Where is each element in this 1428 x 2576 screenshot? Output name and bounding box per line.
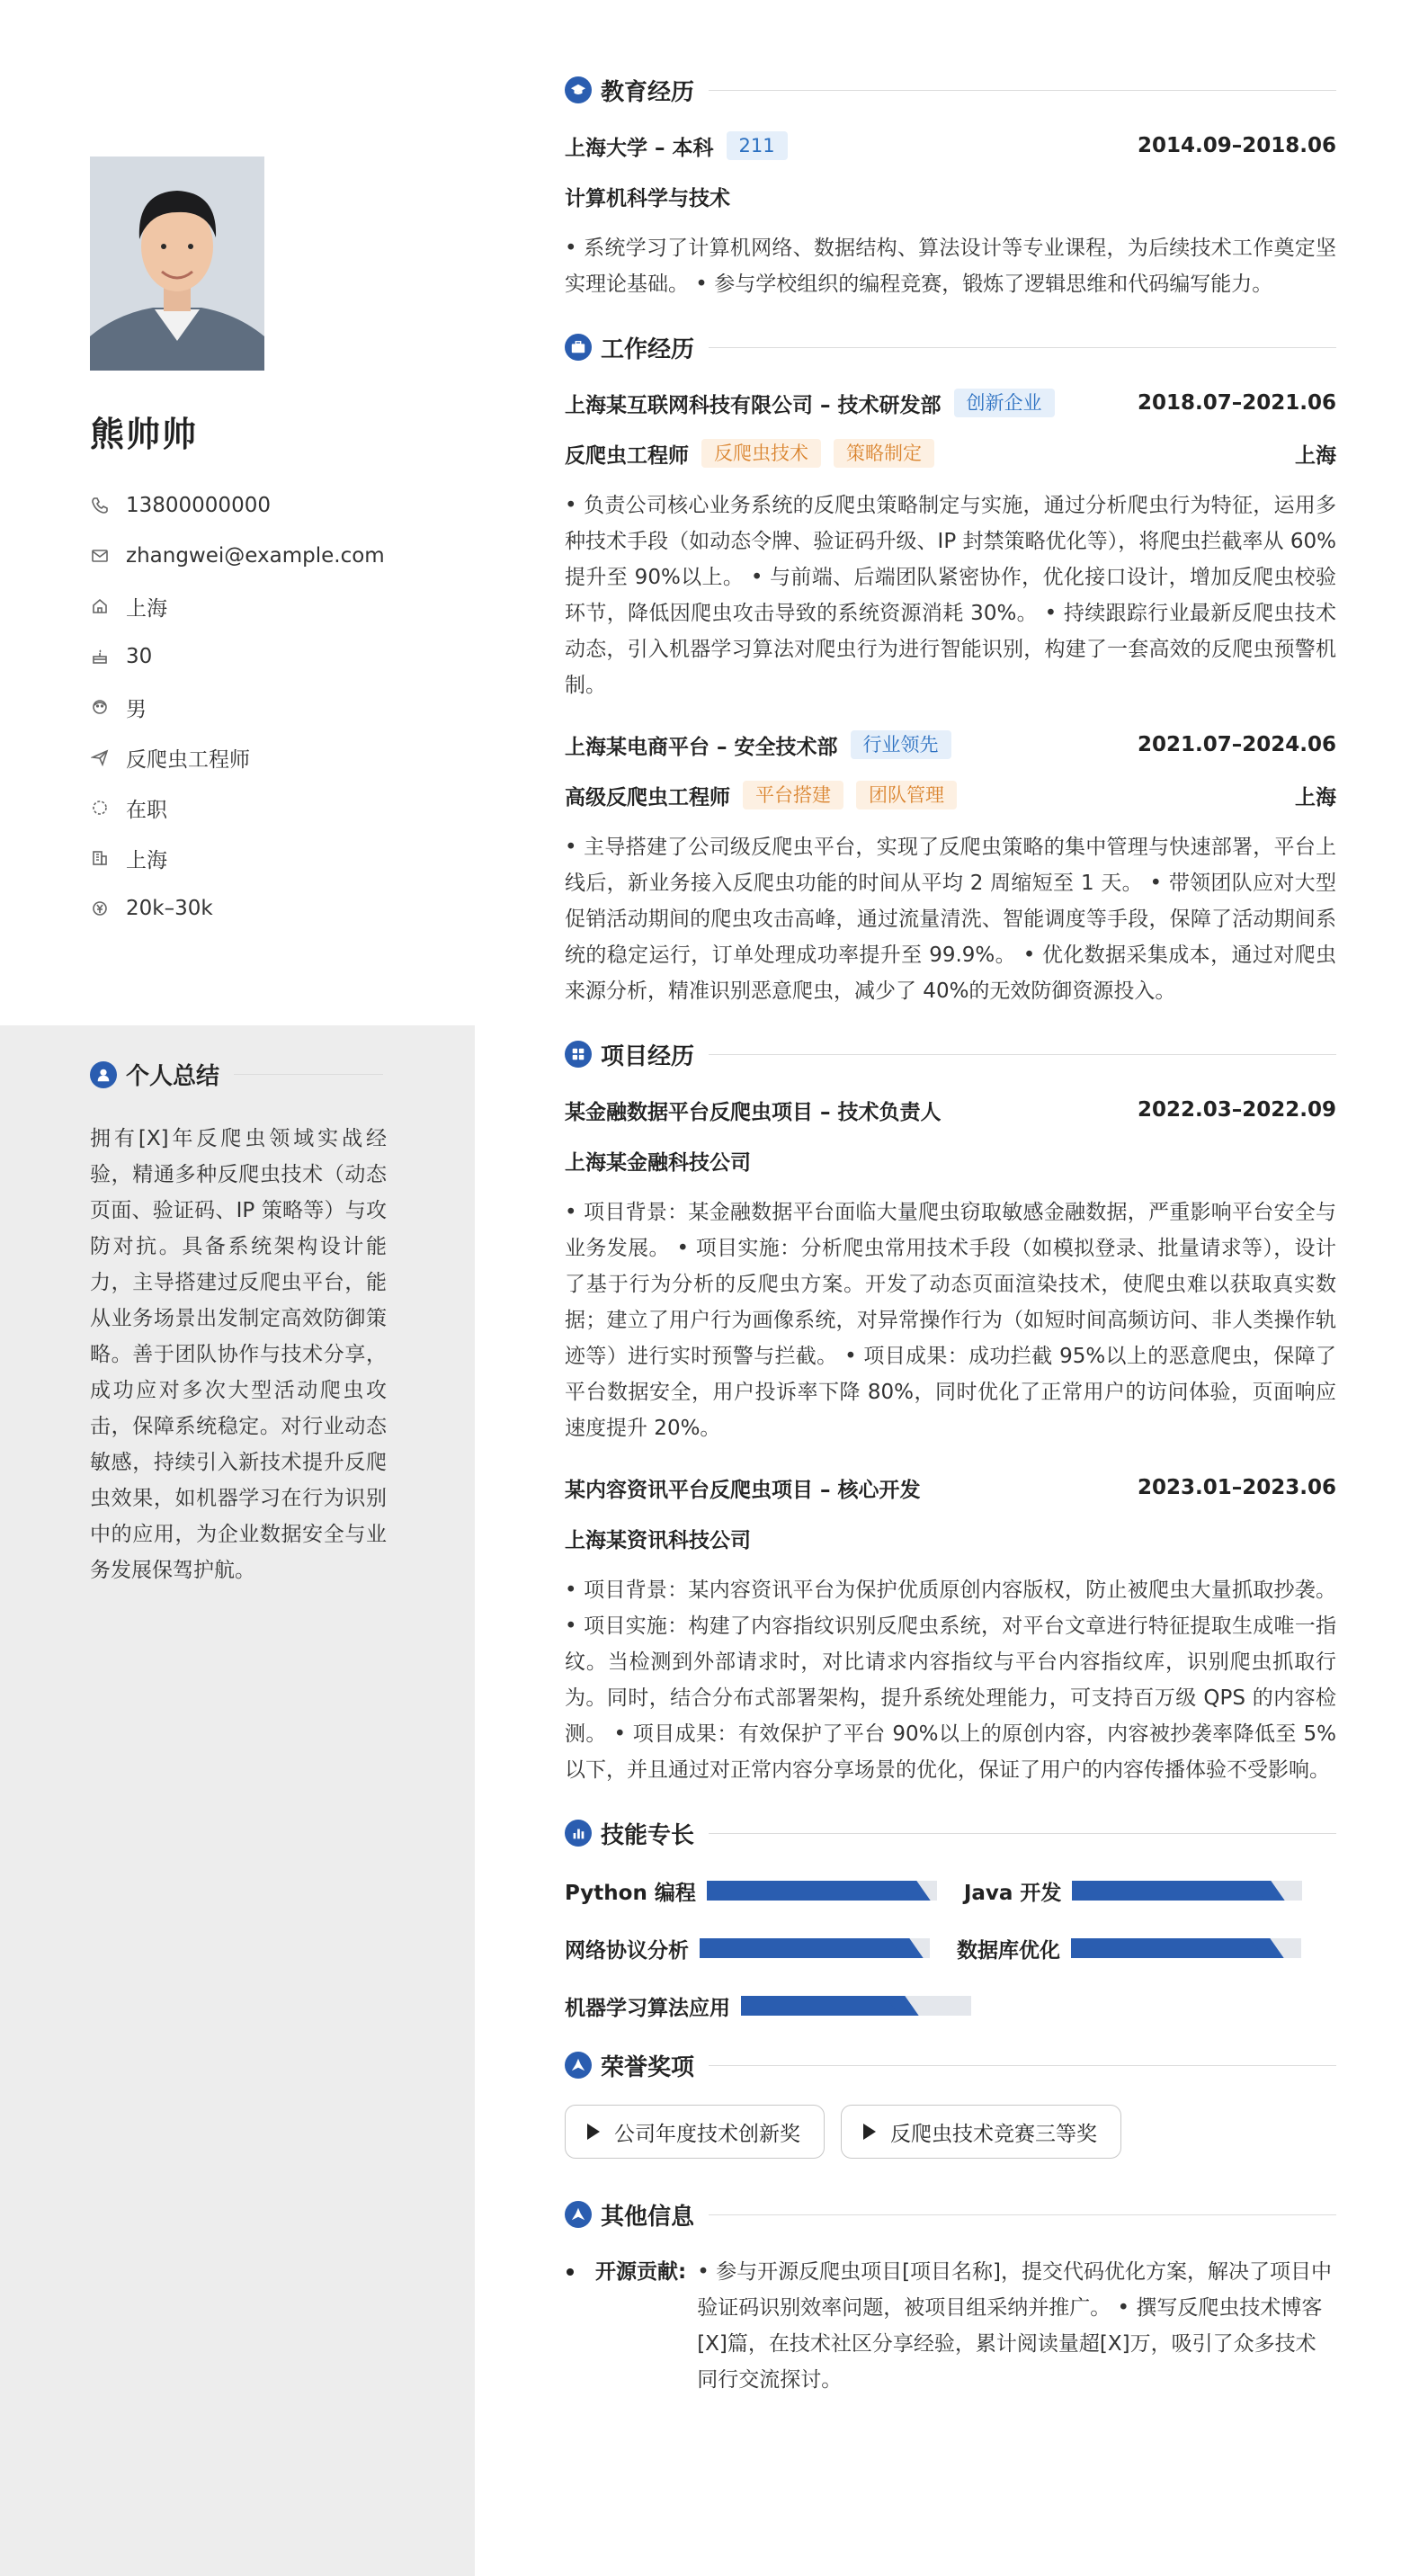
awards-list	[565, 2105, 1336, 2159]
education-tag: 211	[727, 131, 788, 160]
projects-section	[565, 1034, 1336, 1788]
status-icon	[90, 798, 110, 818]
work-city: 上海	[1295, 785, 1336, 809]
divider	[709, 1054, 1336, 1055]
other-text: • 参与开源反爬虫项目[项目名称]，提交代码优化方案，解决了项目中验证码识别效率问题，被项目组采纳并推广。 • 撰写反爬虫技术博客[X]篇，在技术社区分享经验，累计阅读量超[X]万，吸引了众多技术同行交流探讨。	[697, 2260, 1333, 2392]
education-school: 上海大学 – 本科	[565, 136, 714, 160]
chart-icon	[565, 1820, 592, 1847]
other-title: 其他信息	[601, 2203, 695, 2231]
graduation-cap-icon	[565, 76, 592, 103]
skill-bar-fill	[1072, 1881, 1268, 1901]
profile-photo	[90, 157, 264, 371]
work-date: 2021.07–2024.06	[1137, 733, 1336, 756]
home-icon	[90, 596, 110, 616]
skill-label: Python 编程	[565, 1881, 696, 1905]
profile-info-list	[90, 480, 385, 934]
project-company: 上海某金融科技公司	[565, 1150, 751, 1175]
play-icon	[587, 2124, 600, 2140]
work-tag: 平台搭建	[743, 781, 843, 809]
education-major: 计算机科学与技术	[565, 186, 730, 210]
building-icon	[90, 848, 110, 868]
skill-bar	[1072, 1881, 1302, 1901]
skills-section-header	[565, 1813, 1336, 1853]
education-section-header	[565, 70, 1336, 110]
skills-section	[565, 1813, 1336, 2045]
work-date: 2018.07–2021.06	[1137, 391, 1336, 415]
work-desc: • 主导搭建了公司级反爬虫平台，实现了反爬虫策略的集中管理与快速部署，平台上线后，新业务接入反爬虫功能的时间从平均 2 周缩短至 1 天。 • 带领团队应对大型促销活动期间的爬虫攻击高峰，通过流量清洗、智能调度等手段，保障了活动期间系统的稳定运行，订单处理成功率提升至 99.9%。 • 优化数据采集成本，通过对爬虫来源分析，精准识别恶意爬虫，减少了 40%的无效防御资源投入。	[565, 836, 1336, 1003]
project-entry	[565, 1471, 1336, 1788]
divider	[234, 1074, 383, 1075]
skill-bar	[700, 1938, 930, 1958]
project-entry	[565, 1094, 1336, 1446]
info-status-text: 在职	[126, 798, 167, 822]
send-icon	[90, 747, 110, 767]
work-entry	[565, 729, 1336, 1009]
skill-bar-fill	[741, 1996, 902, 2016]
summary-title: 个人总结	[126, 1063, 220, 1090]
skill-bar-fill	[707, 1881, 914, 1901]
info-phone-text: 13800000000	[126, 494, 271, 517]
info-gender	[90, 682, 385, 732]
work-section	[565, 327, 1336, 1009]
skills-list	[565, 1873, 1336, 2045]
info-age	[90, 631, 385, 682]
skill-item	[957, 1930, 1301, 1966]
info-city	[90, 833, 385, 883]
project-date: 2022.03–2022.09	[1137, 1098, 1336, 1122]
project-name: 某内容资讯平台反爬虫项目 – 核心开发	[565, 1478, 921, 1502]
info-icon	[565, 2201, 592, 2228]
award-item	[565, 2105, 825, 2159]
education-desc: • 系统学习了计算机网络、数据结构、算法设计等专业课程，为后续技术工作奠定坚实理论基础。 • 参与学校组织的编程竞赛，锻炼了逻辑思维和代码编写能力。	[565, 237, 1336, 296]
education-row	[565, 130, 1336, 162]
skill-bar	[707, 1881, 937, 1901]
mail-icon	[90, 546, 110, 566]
skill-item	[565, 1873, 937, 1909]
skill-label: 数据库优化	[957, 1938, 1060, 1963]
projects-section-header	[565, 1034, 1336, 1074]
education-entry	[565, 130, 1336, 302]
education-section	[565, 70, 1336, 302]
salary-icon	[90, 899, 110, 918]
gender-icon	[90, 697, 110, 717]
skill-bar	[741, 1996, 971, 2016]
work-tag: 团队管理	[856, 781, 957, 809]
avatar	[90, 157, 264, 371]
honors-section	[565, 2045, 1336, 2159]
bullet	[567, 2268, 574, 2276]
work-company-tag: 行业领先	[851, 730, 951, 759]
info-status	[90, 783, 385, 833]
award-item	[841, 2105, 1121, 2159]
info-home	[90, 581, 385, 631]
education-major-row	[565, 180, 1336, 212]
skill-label: Java 开发	[963, 1881, 1062, 1905]
skill-bar-fill	[1071, 1938, 1267, 1958]
award-text: 公司年度技术创新奖	[614, 2122, 800, 2146]
work-role: 高级反爬虫工程师	[565, 785, 730, 809]
skill-item	[964, 1873, 1303, 1909]
other-section	[565, 2195, 1336, 2398]
education-title: 教育经历	[601, 78, 695, 106]
phone-icon	[90, 496, 110, 515]
divider	[709, 90, 1336, 91]
other-label: 开源贡献:	[595, 2260, 687, 2284]
skill-item	[565, 1988, 971, 2024]
main-content	[565, 70, 1336, 2398]
summary-text: 拥有[X]年反爬虫领域实战经验，精通多种反爬虫技术（动态页面、验证码、IP 策略等）与攻防对抗。具备系统架构设计能力，主导搭建过反爬虫平台，能从业务场景出发制定高效防御策略。善于团队协作与技术分享，成功应对多次大型活动爬虫攻击，保障系统稳定。对行业动态敏感，持续引入新技术提升反爬虫效果，如机器学习在行为识别中的应用，为企业数据安全与业务发展保驾护航。	[90, 1127, 387, 1582]
project-desc: • 项目背景：某金融数据平台面临大量爬虫窃取敏感金融数据，严重影响平台安全与业务发展。 • 项目实施：分析爬虫常用技术手段（如模拟登录、批量请求等），设计了基于行为分析的反爬虫方案。开发了动态页面渲染技术，使爬虫难以获取真实数据；建立了用户行为画像系统，对异常操作行为（如短时间高频访问、非人类操作轨迹等）进行实时预警与拦截。 • 项目成果：成功拦截 95%以上的恶意爬虫，保障了平台数据安全，用户投诉率下降 80%，同时优化了正常用户的访问体验，页面响应速度提升 20%。	[565, 1201, 1336, 1440]
info-email-text: zhangwei@example.com	[126, 544, 385, 568]
project-company: 上海某资讯科技公司	[565, 1528, 751, 1552]
info-age-text: 30	[126, 645, 153, 668]
work-company: 上海某互联网科技有限公司 – 技术研发部	[565, 393, 942, 417]
other-section-header	[565, 2195, 1336, 2234]
skill-label: 机器学习算法应用	[565, 1996, 730, 2020]
project-desc: • 项目背景：某内容资讯平台为保护优质原创内容版权，防止被爬虫大量抓取抄袭。 • 项目实施：构建了内容指纹识别反爬虫系统，对平台文章进行特征提取生成唯一指纹。当检测到外部请求时，对比请求内容指纹与平台内容指纹库，识别爬虫抓取行为。同时，结合分布式部署架构，提升系统处理能力，可支持百万级 QPS 的内容检测。 • 项目成果：有效保护了平台 90%以上的原创内容，内容被抄袭率降低至 5%以下，并且通过对正常内容分享场景的优化，保证了用户的内容传播体验不受影响。	[565, 1579, 1336, 1782]
award-text: 反爬虫技术竞赛三等奖	[890, 2122, 1097, 2146]
work-tag: 反爬虫技术	[701, 439, 821, 468]
work-role: 反爬虫工程师	[565, 443, 689, 468]
divider	[709, 2214, 1336, 2215]
work-tag: 策略制定	[834, 439, 934, 468]
projects-title: 项目经历	[601, 1042, 695, 1070]
profile-name: 熊帅帅	[90, 415, 199, 454]
honors-section-header	[565, 2045, 1336, 2085]
divider	[709, 347, 1336, 348]
user-icon	[90, 1061, 117, 1088]
work-company: 上海某电商平台 – 安全技术部	[565, 735, 838, 759]
skill-label: 网络协议分析	[565, 1938, 689, 1963]
work-entry	[565, 387, 1336, 703]
skills-title: 技能专长	[601, 1821, 695, 1849]
info-salary	[90, 883, 385, 934]
summary-section-header	[90, 1058, 383, 1091]
work-city: 上海	[1295, 443, 1336, 468]
info-gender-text: 男	[126, 697, 147, 721]
other-item	[565, 2254, 1336, 2398]
education-date: 2014.09–2018.06	[1137, 134, 1336, 157]
info-salary-text: 20k–30k	[126, 897, 213, 920]
cake-icon	[90, 647, 110, 666]
info-home-text: 上海	[126, 596, 167, 621]
work-section-header	[565, 327, 1336, 367]
divider	[709, 2065, 1336, 2066]
skill-bar	[1071, 1938, 1301, 1958]
grid-icon	[565, 1041, 592, 1068]
project-date: 2023.01–2023.06	[1137, 1476, 1336, 1499]
work-company-tag: 创新企业	[954, 389, 1055, 417]
info-position-text: 反爬虫工程师	[126, 747, 250, 772]
info-position	[90, 732, 385, 783]
divider	[709, 1833, 1336, 1834]
work-desc: • 负责公司核心业务系统的反爬虫策略制定与实施，通过分析爬虫行为特征，运用多种技术手段（如动态令牌、验证码升级、IP 封禁策略优化等），将爬虫拦截率从 60%提升至 90%以上。 • 与前端、后端团队紧密协作，优化接口设计，增加反爬虫校验环节，降低因爬虫攻击导致的系统资源消耗 30%。 • 持续跟踪行业最新反爬虫技术动态，引入机器学习算法对爬虫行为进行智能识别，构建了一套高效的反爬虫预警机制。	[565, 494, 1336, 697]
info-email	[90, 531, 385, 581]
work-title: 工作经历	[601, 335, 695, 363]
info-city-text: 上海	[126, 848, 167, 872]
briefcase-icon	[565, 334, 592, 361]
skill-bar-fill	[700, 1938, 906, 1958]
project-name: 某金融数据平台反爬虫项目 – 技术负责人	[565, 1100, 942, 1124]
skill-item	[565, 1930, 930, 1966]
play-icon	[863, 2124, 876, 2140]
honors-title: 荣誉奖项	[601, 2053, 695, 2081]
award-icon	[565, 2052, 592, 2079]
info-phone	[90, 480, 385, 531]
